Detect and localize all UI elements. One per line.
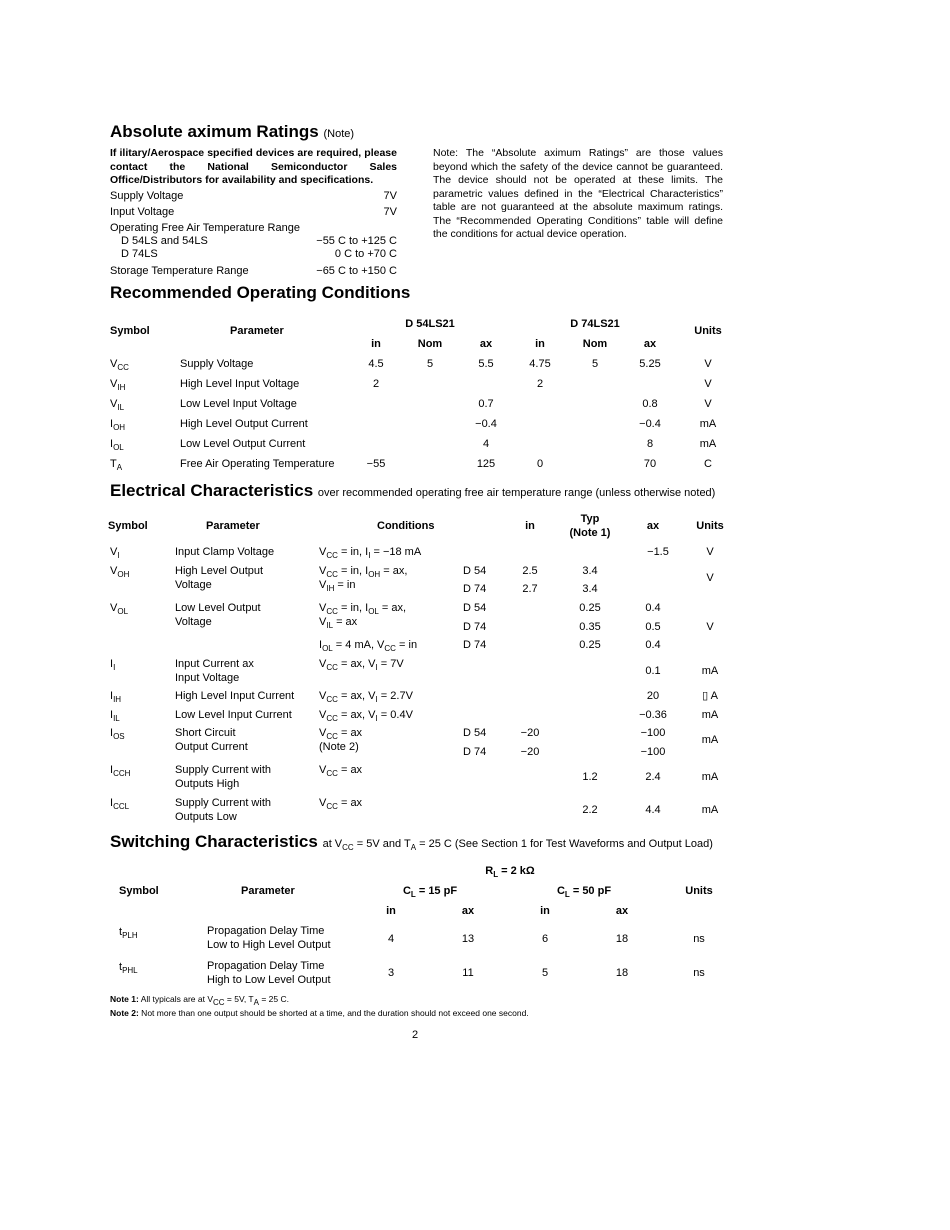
ec-typ: 0.25 bbox=[579, 602, 601, 614]
roc-value: 5 bbox=[591, 358, 599, 370]
ec-parameter: Short Circuit bbox=[175, 727, 236, 739]
sw-title: Switching Characteristics at $V_{CC} = 5V$ and $T_A = 25$ C (See Section 1 for Test Waveforms and Output Load) bbox=[110, 832, 713, 852]
roc-header-max: ax bbox=[479, 338, 493, 350]
roc-parameter: Low Level Output Current bbox=[180, 438, 306, 450]
roc-value: −55 bbox=[366, 458, 386, 470]
sw-symbol: $t_{PLH}$ bbox=[119, 926, 138, 940]
roc-value: 0 bbox=[536, 458, 544, 470]
ar-value: 7V bbox=[383, 190, 397, 202]
sw-header-units: Units bbox=[685, 885, 713, 897]
ec-typ: 3.4 bbox=[582, 583, 598, 595]
roc-symbol: $I_{OH}$ bbox=[110, 418, 126, 432]
ar-label: Supply Voltage bbox=[110, 190, 184, 202]
roc-unit: V bbox=[704, 378, 712, 390]
roc-symbol: $V_{IH}$ bbox=[110, 378, 126, 392]
ec-min: 2.7 bbox=[522, 583, 538, 595]
ec-max: −0.36 bbox=[639, 709, 667, 721]
ec-parameter: Input Current ax bbox=[175, 658, 254, 670]
ec-device: D 74 bbox=[463, 746, 487, 758]
ec-device: D 74 bbox=[463, 583, 487, 595]
ec-max: 0.1 bbox=[645, 665, 661, 677]
ec-min: −20 bbox=[520, 727, 540, 739]
sw-header-min: in bbox=[386, 905, 396, 917]
ec-header-max: ax bbox=[646, 520, 660, 532]
sw-header-symbol: Symbol bbox=[119, 885, 159, 897]
ec-typ: 1.2 bbox=[582, 771, 598, 783]
abs-max-title: Absolute aximum Ratings (Note) bbox=[110, 122, 355, 141]
ec-symbol: $I_{OS}$ bbox=[110, 727, 125, 741]
ar-label: D 74LS bbox=[121, 248, 158, 260]
ec-condition: $V_{CC}$ = in, $I_{OH}$ = ax, bbox=[319, 565, 408, 579]
roc-header-parameter: Parameter bbox=[230, 325, 284, 337]
ec-condition: $V_{IH}$ = in bbox=[319, 579, 356, 593]
ec-unit: V bbox=[706, 621, 714, 633]
ar-value: −65 C to +150 C bbox=[316, 265, 397, 277]
roc-value: 4.75 bbox=[529, 358, 551, 370]
roc-header-nom: Nom bbox=[417, 338, 443, 350]
ec-parameter: Supply Current with bbox=[175, 797, 271, 809]
ec-symbol: $I_{IL}$ bbox=[110, 709, 120, 723]
roc-value: 4.5 bbox=[368, 358, 384, 370]
ec-max: −100 bbox=[640, 746, 666, 758]
ec-condition: $V_{IL}$ = ax bbox=[319, 616, 358, 630]
ec-header-typ-note: (Note 1) bbox=[569, 527, 611, 539]
roc-value: 2 bbox=[372, 378, 380, 390]
ec-device: D 54 bbox=[463, 727, 487, 739]
sw-unit: ns bbox=[693, 933, 705, 945]
ec-condition: $V_{CC}$ = ax, $V_I = 0.4V$ bbox=[319, 709, 413, 723]
ec-symbol: $I_{IH}$ bbox=[110, 690, 122, 704]
ec-parameter: High Level Input Current bbox=[175, 690, 295, 702]
sw-value: 4 bbox=[387, 933, 395, 945]
roc-value: 70 bbox=[643, 458, 657, 470]
ec-max: −100 bbox=[640, 727, 666, 739]
ec-typ: 0.35 bbox=[579, 621, 601, 633]
ec-header-typ: Typ bbox=[580, 513, 600, 525]
ec-symbol: $I_{CCH}$ bbox=[110, 764, 131, 778]
ec-max: 4.4 bbox=[645, 804, 661, 816]
roc-value: −0.4 bbox=[639, 418, 661, 430]
ec-condition: $V_{CC}$ = ax bbox=[319, 797, 363, 811]
ec-parameter: Outputs Low bbox=[175, 811, 237, 823]
roc-value: 5.5 bbox=[478, 358, 494, 370]
ec-header-units: Units bbox=[696, 520, 724, 532]
roc-parameter: Free Air Operating Temperature bbox=[180, 458, 335, 470]
roc-value: 4 bbox=[482, 438, 490, 450]
ec-header-symbol: Symbol bbox=[108, 520, 148, 532]
ec-parameter: Voltage bbox=[175, 616, 212, 628]
note-2: Note 2: Not more than one output should be shorted at a time, and the duration should not exceed one second. bbox=[110, 1008, 529, 1018]
sw-header-min: in bbox=[540, 905, 550, 917]
ec-parameter: High Level Output bbox=[175, 565, 264, 577]
roc-value: 8 bbox=[646, 438, 654, 450]
ec-unit: mA bbox=[701, 734, 719, 746]
ec-symbol: $V_{OH}$ bbox=[110, 565, 130, 579]
ec-symbol: $I_I$ bbox=[110, 658, 116, 672]
roc-value: 2 bbox=[536, 378, 544, 390]
ec-max: 2.4 bbox=[645, 771, 661, 783]
sw-value: 18 bbox=[615, 967, 629, 979]
ar-value: 0 C to +70 C bbox=[334, 248, 397, 260]
ec-parameter: Low Level Input Current bbox=[175, 709, 292, 721]
ec-unit: mA bbox=[701, 665, 719, 677]
ec-unit: ▯ A bbox=[702, 690, 718, 702]
ar-label: D 54LS and 54LS bbox=[121, 235, 208, 247]
roc-header-nom: Nom bbox=[582, 338, 608, 350]
note-1: Note 1: All typicals are at $V_{CC} = 5V$, $T_A = 25$ C. bbox=[110, 994, 289, 1007]
ec-unit: mA bbox=[701, 804, 719, 816]
military-notice: If ilitary/Aerospace specified devices are required, please contact the National Semiconductor Sales Office/Distributors for availability and specifications. bbox=[110, 147, 397, 186]
roc-header-min: in bbox=[535, 338, 545, 350]
ec-parameter: Voltage bbox=[175, 579, 212, 591]
roc-parameter: High Level Input Voltage bbox=[180, 378, 300, 390]
ec-max: 0.5 bbox=[645, 621, 661, 633]
ec-device: D 54 bbox=[463, 602, 487, 614]
roc-value: 5.25 bbox=[639, 358, 661, 370]
sw-parameter: High to Low Level Output bbox=[207, 974, 331, 986]
roc-unit: mA bbox=[699, 418, 717, 430]
ec-typ: 0.25 bbox=[579, 639, 601, 651]
ec-condition: $V_{CC}$ = ax, $V_I = 2.7V$ bbox=[319, 690, 413, 704]
roc-symbol: $V_{IL}$ bbox=[110, 398, 125, 412]
roc-symbol: $I_{OL}$ bbox=[110, 438, 124, 452]
ec-typ: 3.4 bbox=[582, 565, 598, 577]
sw-value: 6 bbox=[541, 933, 549, 945]
sw-value: 5 bbox=[541, 967, 549, 979]
roc-header-group2: D 74LS21 bbox=[570, 318, 620, 330]
roc-header-group1: D 54LS21 bbox=[405, 318, 455, 330]
roc-unit: V bbox=[704, 358, 712, 370]
ec-parameter: Low Level Output bbox=[175, 602, 261, 614]
roc-value: −0.4 bbox=[475, 418, 497, 430]
ec-condition: (Note 2) bbox=[319, 741, 359, 753]
sw-symbol: $t_{PHL}$ bbox=[119, 961, 138, 975]
ec-header-conditions: Conditions bbox=[377, 520, 435, 532]
abs-max-note: Note: The “Absolute aximum Ratings” are those values beyond which the safety of the device cannot be guaranteed. The device should not be operated at these limits. The parametric values defined in the “Electrical Characteristics” table are not guaranteed at the absolute maximum ratings. The “Recommended Operating Conditions” table will define the conditions for actual device operation. bbox=[433, 147, 723, 240]
ec-parameter: Outputs High bbox=[175, 778, 240, 790]
ec-device: D 54 bbox=[463, 565, 487, 577]
roc-symbol: $T_A$ bbox=[110, 458, 123, 472]
ec-max: −1.5 bbox=[647, 546, 669, 558]
sw-rl-header: $R_L = 2$ kΩ bbox=[485, 865, 535, 879]
sw-parameter: Propagation Delay Time bbox=[207, 960, 325, 972]
sw-header-cl15: $C_L = 15$ pF bbox=[402, 885, 458, 899]
ec-condition: $V_{CC}$ = in, $I_I = -18$ mA bbox=[319, 546, 422, 560]
ec-parameter: Supply Current with bbox=[175, 764, 271, 776]
ec-unit: V bbox=[706, 546, 714, 558]
ec-unit: V bbox=[706, 572, 714, 584]
ec-max: 0.4 bbox=[645, 602, 661, 614]
page-number: 2 bbox=[411, 1029, 419, 1041]
ec-min: 2.5 bbox=[522, 565, 538, 577]
ec-min: −20 bbox=[520, 746, 540, 758]
ec-symbol: $V_{OL}$ bbox=[110, 602, 129, 616]
sw-header-max: ax bbox=[615, 905, 629, 917]
ec-condition: $V_{CC}$ = in, $I_{OL}$ = ax, bbox=[319, 602, 407, 616]
roc-header-units: Units bbox=[694, 325, 722, 337]
ec-unit: mA bbox=[701, 709, 719, 721]
roc-parameter: Supply Voltage bbox=[180, 358, 254, 370]
sw-value: 18 bbox=[615, 933, 629, 945]
roc-header-min: in bbox=[371, 338, 381, 350]
roc-symbol: $V_{CC}$ bbox=[110, 358, 129, 372]
roc-parameter: High Level Output Current bbox=[180, 418, 308, 430]
ec-parameter: Input Clamp Voltage bbox=[175, 546, 275, 558]
sw-value: 11 bbox=[462, 967, 474, 979]
ec-header-min: in bbox=[525, 520, 535, 532]
ar-value: 7V bbox=[383, 206, 397, 218]
ar-value: −55 C to +125 C bbox=[316, 235, 397, 247]
ar-label: Input Voltage bbox=[110, 206, 175, 218]
roc-value: 5 bbox=[426, 358, 434, 370]
sw-value: 13 bbox=[461, 933, 475, 945]
roc-parameter: Low Level Input Voltage bbox=[180, 398, 297, 410]
ec-condition: $I_{OL} = 4$ mA, $V_{CC}$ = in bbox=[319, 639, 418, 653]
ec-condition: $V_{CC}$ = ax bbox=[319, 764, 363, 778]
sw-value: 3 bbox=[387, 967, 395, 979]
ec-parameter: Input Voltage bbox=[175, 672, 240, 684]
ec-header-parameter: Parameter bbox=[206, 520, 260, 532]
ar-label: Storage Temperature Range bbox=[110, 265, 249, 277]
roc-value: 125 bbox=[476, 458, 496, 470]
roc-unit: C bbox=[704, 458, 712, 470]
ec-typ: 2.2 bbox=[582, 804, 598, 816]
ec-symbol: $I_{CCL}$ bbox=[110, 797, 130, 811]
sw-unit: ns bbox=[693, 967, 705, 979]
roc-header-symbol: Symbol bbox=[110, 325, 150, 337]
ar-label: Operating Free Air Temperature Range bbox=[110, 222, 300, 234]
sw-header-max: ax bbox=[461, 905, 475, 917]
ec-symbol: $V_I$ bbox=[110, 546, 120, 560]
sw-header-parameter: Parameter bbox=[241, 885, 295, 897]
ec-title: Electrical Characteristics over recommended operating free air temperature range (unless otherwise noted) bbox=[110, 481, 716, 500]
ec-parameter: Output Current bbox=[175, 741, 248, 753]
roc-unit: mA bbox=[699, 438, 717, 450]
sw-parameter: Low to High Level Output bbox=[207, 939, 331, 951]
ec-max: 0.4 bbox=[645, 639, 661, 651]
roc-value: 0.7 bbox=[478, 398, 494, 410]
roc-header-max: ax bbox=[643, 338, 657, 350]
ec-condition: $V_{CC}$ = ax, $V_I = 7V$ bbox=[319, 658, 404, 672]
ec-condition: $V_{CC}$ = ax bbox=[319, 727, 363, 741]
ec-unit: mA bbox=[701, 771, 719, 783]
ec-device: D 74 bbox=[463, 621, 487, 633]
roc-value: 0.8 bbox=[642, 398, 658, 410]
roc-title: Recommended Operating Conditions bbox=[110, 283, 411, 302]
ec-device: D 74 bbox=[463, 639, 487, 651]
roc-unit: V bbox=[704, 398, 712, 410]
sw-parameter: Propagation Delay Time bbox=[207, 925, 325, 937]
sw-header-cl50: $C_L = 50$ pF bbox=[556, 885, 612, 899]
ec-max: 20 bbox=[646, 690, 660, 702]
